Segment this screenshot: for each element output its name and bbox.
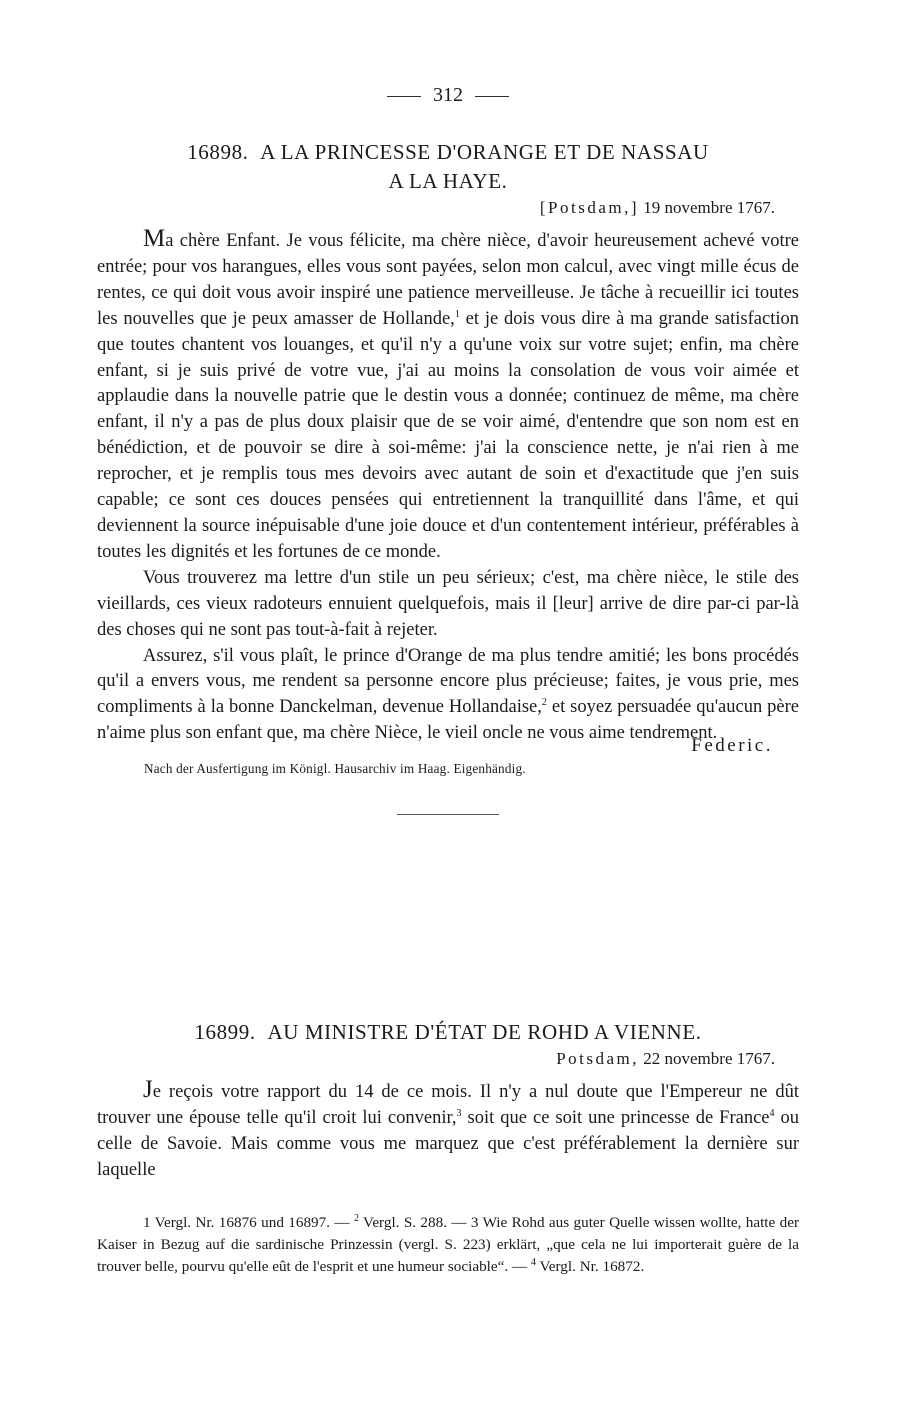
- footnote-mark: 4: [530, 1256, 536, 1268]
- date-place: Potsdam,: [556, 1049, 640, 1068]
- section-separator: [397, 814, 499, 815]
- paragraph-text: ou celle de Savoie. Mais comme vous me marquez que c'est préférablement la dernière sur laquelle: [97, 1107, 800, 1180]
- letter-body: [97, 1077, 799, 1184]
- date-place: [Potsdam,]: [539, 198, 640, 217]
- letter-dateline: [97, 1047, 799, 1071]
- letter-16899: [97, 1018, 799, 1184]
- header-dash-right: [475, 96, 509, 97]
- page-number: 312: [433, 84, 463, 106]
- letter-title-line2: A LA HAYE.: [388, 169, 508, 193]
- footnote-ref: 3: [456, 1107, 462, 1119]
- letter-title-line1: A LA PRINCESSE D'ORANGE ET DE NASSAU: [260, 140, 709, 164]
- footnote-mark: 1: [143, 1214, 151, 1231]
- footnotes: [97, 1212, 799, 1277]
- footnote-text: Vergl. Nr. 16872.: [535, 1257, 645, 1275]
- paragraph: [97, 1077, 799, 1184]
- source-note: Nach der Ausfertigung im Königl. Hausarchiv im Haag. Eigenhändig.: [144, 761, 526, 777]
- footnote-text: Vergl. Nr. 16876 und 16897. —: [150, 1214, 354, 1231]
- letter-16898: [97, 138, 799, 815]
- letter-body: [97, 226, 799, 747]
- letter-heading: [97, 138, 799, 196]
- footnote-paragraph: [97, 1212, 799, 1277]
- footnote-mark: 3: [470, 1214, 479, 1231]
- paragraph-text: a chère Enfant. Je vous félicite, ma chère nièce, d'avoir heureusement achevé votre entrée; pour vos harangues, elles vous sont payées, selon mon calcul, avec vingt mille écus de rentes, ce qui doit vous avoir inspiré une patience merveilleuse. Je tâche à recueillir ici toutes les nouvelles que je peux amasser de Hollande,: [97, 231, 799, 329]
- document-page: [97, 0, 799, 1404]
- page-header: [97, 84, 799, 107]
- date-text: 22 novembre 1767.: [643, 1049, 775, 1068]
- letter-title: AU MINISTRE D'ÉTAT DE ROHD A VIENNE.: [267, 1020, 702, 1044]
- footnote-ref: 1: [454, 308, 460, 320]
- paragraph-text: et je dois vous dire à ma grande satisfaction que toutes chantent vos louanges, et qu'il n'y a qu'une voix sur votre sujet; enfin, ma chère enfant, si je suis privé de votre vue, j'ai au moins la consolation de vous voir aimée et applaudie dans la nouvelle patrie que le destin vous a donnée; continuez de même, ma chère enfant, il n'y a pas de plus doux plaisir que de se voir aimé, d'entendre que son nom est en bénédiction, et de pouvoir se dire à soi-même: j'ai la conscience nette, je n'ai rien à me reprocher, et je remplis tous mes devoirs avec autant de soin et d'exactitude que j'en suis capable; ce sont ces douces pensées qui entretiennent la tranquillité dans l'âme, et qui deviennent la source inépuisable d'une joie douce et d'un contentement intérieur, préférables à toutes les dignités et les fortunes de ce monde.: [97, 308, 799, 562]
- footnote-text: Wie Rohd aus guter Quelle wissen wollte, hatte der Kaiser in Bezug auf die sardinische Prinzessin (vergl. S. 223) erklärt, „que cela ne lui importerait guère de la trouver belle, pourvu qu'elle eût de l'esprit et une humeur sociable“. —: [97, 1214, 799, 1275]
- header-dash-left: [387, 96, 421, 97]
- paragraph-text: Assurez, s'il vous plaît, le prince d'Orange de ma plus tendre amitié; les bons procédés qu'il a envers vous, me rendent sa personne encore plus précieuse; faites, je vous prie, mes compliments à la bonne Danckelman, devenue Hollandaise,: [97, 645, 799, 718]
- dropcap: M: [143, 225, 166, 252]
- letter-number: 16899.: [194, 1020, 256, 1044]
- letter-heading: [97, 1018, 799, 1047]
- paragraph-text: et soyez persuadée qu'aucun père n'aime plus son enfant que, ma chère Nièce, le vieil oncle ne vous aime tendrement.: [97, 697, 799, 744]
- letter-dateline: [97, 196, 799, 220]
- footnote-text: Vergl. S. 288. —: [358, 1214, 471, 1231]
- paragraph: [97, 226, 799, 566]
- paragraph: [97, 644, 799, 748]
- footnote-mark: 2: [353, 1212, 359, 1224]
- date-text: 19 novembre 1767.: [643, 198, 775, 217]
- paragraph-text: soit que ce soit une princesse de France: [461, 1107, 770, 1128]
- signature: Federic.: [691, 735, 773, 757]
- paragraph-text: e reçois votre rapport du 14 de ce mois. Il n'y a nul doute que l'Empereur ne dût trouver une épouse telle qu'il croit lui convenir,: [97, 1082, 799, 1128]
- footnote-ref: 4: [769, 1107, 775, 1119]
- dropcap: J: [143, 1076, 153, 1103]
- paragraph: Vous trouverez ma lettre d'un stile un peu sérieux; c'est, ma chère nièce, le stile des vieillards, ces vieux radoteurs ennuient quelquefois, mais il [leur] arrive de dire par-ci par-là des choses qui ne sont pas tout-à-fait à rejeter.: [97, 567, 799, 640]
- letter-number: 16898.: [187, 140, 249, 164]
- footnote-ref: 2: [541, 697, 547, 709]
